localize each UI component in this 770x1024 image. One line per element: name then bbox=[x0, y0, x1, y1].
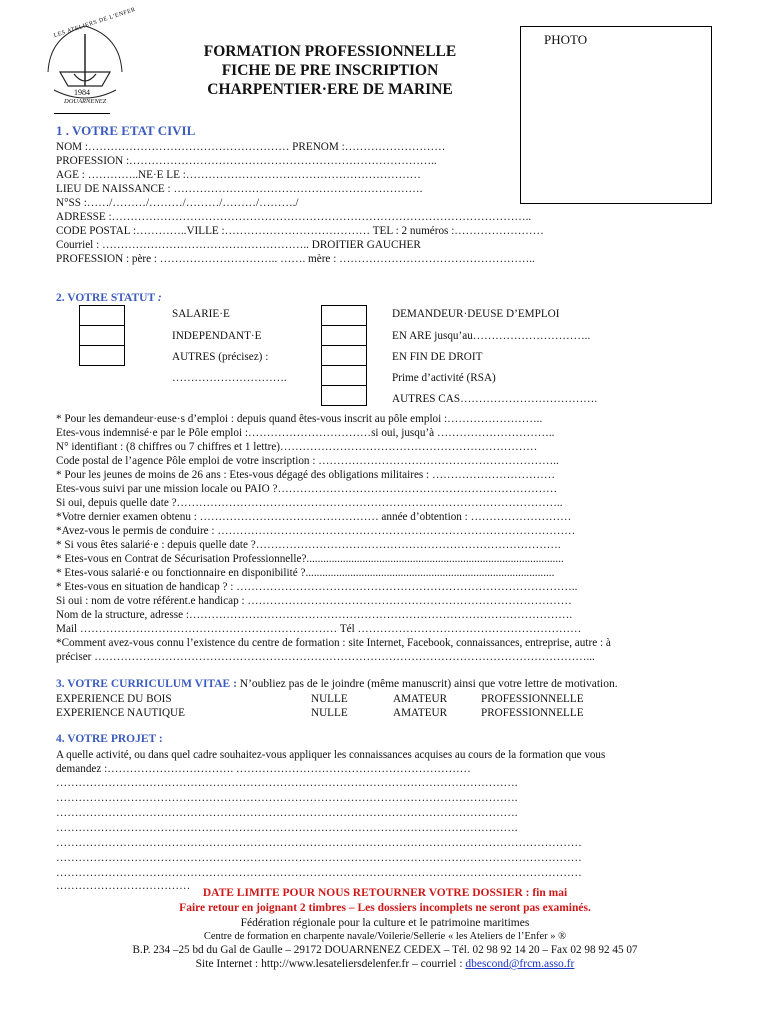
address-line: B.P. 234 –25 bd du Gal de Gaulle – 29172 DOUARNENEZ CEDEX – Tél. 02 98 92 14 20 – Fax 02 98 92 45 07 bbox=[132, 944, 638, 956]
experience-nautique-nulle[interactable]: NULLE bbox=[311, 707, 348, 719]
checkbox-rsa[interactable] bbox=[321, 365, 367, 386]
field-lieu-naissance[interactable]: LIEU DE NAISSANCE : …………………………………………………………. bbox=[56, 183, 423, 195]
experience-bois-nulle[interactable]: NULLE bbox=[311, 693, 348, 705]
statut-autres-field[interactable]: …………………………. bbox=[172, 372, 287, 384]
checkbox-salarie[interactable] bbox=[79, 305, 125, 326]
statut-autres-label: AUTRES (précisez) : bbox=[172, 351, 269, 363]
logo-underline bbox=[54, 113, 110, 114]
question-referent-handicap[interactable]: Si oui : nom de votre référent.e handicap : …………………………………………………………………………… bbox=[56, 595, 572, 607]
site-internet-text: Site Internet : http://www.lesateliersdelenfer.fr – courriel : bbox=[195, 958, 466, 970]
statut-fin-droit-label: EN FIN DE DROIT bbox=[392, 351, 483, 363]
field-profession-parents[interactable]: PROFESSION : père : ………………………….. ……. mère : …………………………………………….. bbox=[56, 253, 535, 265]
question-permis[interactable]: *Avez-vous le permis de conduire : …………………………………………………………………………………… bbox=[56, 525, 576, 537]
question-identifiant[interactable]: N° identifiant : (8 chiffres ou 7 chiffres et 1 lettre)…………………………………………………………… bbox=[56, 441, 538, 453]
title-line-1: FORMATION PROFESSIONNELLE bbox=[203, 43, 457, 60]
statut-rsa-label: Prime d’activité (RSA) bbox=[392, 372, 496, 384]
question-inscription-pole-emploi[interactable]: * Pour les demandeur·euse·s d’emploi : depuis quand êtes-vous inscrit au pôle emploi :…………………….. bbox=[56, 413, 543, 425]
statut-autres-cas-label[interactable]: AUTRES CAS………………………………. bbox=[392, 393, 598, 405]
question-csp[interactable]: * Etes-vous en Contrat de Sécurisation Professionnelle?............................................................................................ bbox=[56, 553, 564, 565]
question-code-postal-agence[interactable]: Code postal de l’agence Pôle emploi de votre inscription : ……………………………………………………….. bbox=[56, 455, 559, 467]
section-etat-civil-title: 1 . VOTRE ETAT CIVIL bbox=[56, 123, 196, 138]
title-line-2: FICHE DE PRE INSCRIPTION bbox=[221, 62, 439, 79]
question-salarie-date[interactable]: * Si vous êtes salarié·e : depuis quelle date ?………………………………………………………………………. bbox=[56, 539, 561, 551]
question-handicap[interactable]: * Etes-vous en situation de handicap ? : ……………………………………………………………………………….. bbox=[56, 581, 578, 593]
logo bbox=[40, 6, 137, 110]
logo-text-bottom: DOUARNENEZ bbox=[64, 98, 107, 105]
checkbox-fin-droit[interactable] bbox=[321, 345, 367, 366]
logo-year: 1984 bbox=[74, 88, 90, 97]
question-disponibilite[interactable]: * Etes-vous salarié·e ou fonctionnaire en disponibilité ?......................................................................................... bbox=[56, 567, 555, 579]
projet-answer-line[interactable]: ……………………………………………………………………………………………………………. bbox=[56, 792, 518, 804]
projet-question-line2[interactable]: demandez :……………………………. ……………………………………………………… bbox=[56, 763, 471, 775]
projet-answer-line[interactable]: …………………………………………………………………………………………………………………………… bbox=[56, 852, 582, 864]
checkbox-demandeur-emploi[interactable] bbox=[321, 305, 367, 326]
question-dernier-examen[interactable]: *Votre dernier examen obtenu : ………………………………………… année d’obtention : ……………………… bbox=[56, 511, 572, 523]
section-statut-title-text: 2. VOTRE STATUT bbox=[56, 292, 155, 304]
section-statut-title bbox=[56, 292, 162, 304]
checkbox-independant[interactable] bbox=[79, 325, 125, 346]
contact-line bbox=[0, 958, 770, 970]
projet-answer-line[interactable]: ……………………………… bbox=[56, 880, 191, 892]
centre-line: Centre de formation en charpente navale/Voilerie/Sellerie « les Ateliers de l’Enfer » ® bbox=[203, 931, 567, 942]
field-profession[interactable]: PROFESSION :……………………………………………………………………….. bbox=[56, 155, 437, 167]
field-age-naissance[interactable]: AGE : …………..NE·E LE :……………………………………………………… bbox=[56, 169, 421, 181]
statut-independant-label: INDEPENDANT·E bbox=[172, 330, 262, 342]
experience-bois-professionnelle[interactable]: PROFESSIONNELLE bbox=[481, 693, 584, 705]
question-mail-tel[interactable]: Mail …………………………………………………………… Tél …………………………………………………… bbox=[56, 623, 582, 635]
experience-bois-label: EXPERIENCE DU BOIS bbox=[56, 693, 172, 705]
title-line-3: CHARPENTIER·ERE DE MARINE bbox=[207, 81, 453, 98]
statut-demandeur-label: DEMANDEUR·DEUSE D’EMPLOI bbox=[392, 308, 560, 320]
logo-text-top: LES ATELIERS DE L'ENFER bbox=[53, 6, 137, 40]
photo-label: PHOTO bbox=[544, 32, 588, 47]
projet-answer-line[interactable]: ……………………………………………………………………………………………………………. bbox=[56, 807, 518, 819]
statut-are-label[interactable]: EN ARE jusqu’au………………………….. bbox=[392, 330, 591, 342]
statut-salarie-label: SALARIE·E bbox=[172, 308, 230, 320]
question-depuis-date[interactable]: Si oui, depuis quelle date ?………………………………………………………………………………………….. bbox=[56, 497, 563, 509]
deadline-notice: DATE LIMITE POUR NOUS RETOURNER VOTRE DOSSIER : fin mai bbox=[202, 887, 568, 899]
field-adresse[interactable]: ADRESSE :………………………………………………………………………………………………….. bbox=[56, 211, 532, 223]
question-structure-adresse[interactable]: Nom de la structure, adresse :…………………………………………………………………………………………. bbox=[56, 609, 573, 621]
checkbox-are[interactable] bbox=[321, 325, 367, 346]
field-courriel-lateralite[interactable]: Courriel : ……………………………………………….. DROITIER GAUCHER bbox=[56, 239, 421, 251]
experience-nautique-professionnelle[interactable]: PROFESSIONNELLE bbox=[481, 707, 584, 719]
field-nss[interactable]: N°SS :……/………/………/………/………/………./ bbox=[56, 197, 299, 209]
projet-answer-line[interactable]: …………………………………………………………………………………………………………………………… bbox=[56, 837, 582, 849]
section-cv-title bbox=[56, 678, 618, 690]
section-projet-title: 4. VOTRE PROJET : bbox=[56, 733, 163, 745]
question-connaissance-centre[interactable]: *Comment avez-vous connu l’existence du centre de formation : site Internet, Facebook, connaissances, entreprise, autre : à bbox=[56, 637, 611, 649]
section-statut-title-colon: : bbox=[157, 292, 162, 304]
checkbox-autres[interactable] bbox=[79, 345, 125, 366]
section-cv-title-text: 3. VOTRE CURRICULUM VITAE : bbox=[56, 678, 237, 690]
question-obligations-militaires[interactable]: * Pour les jeunes de moins de 26 ans : Etes-vous dégagé des obligations militaires : …………………………… bbox=[56, 469, 556, 481]
field-cp-ville-tel[interactable]: CODE POSTAL :…………..VILLE :………………………………… TEL : 2 numéros :…………………… bbox=[56, 225, 544, 237]
email-link[interactable]: dbescond@frcm.asso.fr bbox=[465, 958, 575, 970]
question-indemnise[interactable]: Etes-vous indemnisé·e par le Pôle emploi :……………………………si oui, jusqu’à ………………………….. bbox=[56, 427, 555, 439]
question-mission-locale[interactable]: Etes-vous suivi par une mission locale ou PAIO ?………………………………………………………………… bbox=[56, 483, 558, 495]
federation-line: Fédération régionale pour la culture et le patrimoine maritimes bbox=[240, 917, 530, 929]
checkbox-autres-cas[interactable] bbox=[321, 385, 367, 406]
experience-nautique-label: EXPERIENCE NAUTIQUE bbox=[56, 707, 185, 719]
section-cv-note: N’oubliez pas de le joindre (même manuscrit) ainsi que votre lettre de motivation. bbox=[236, 678, 618, 690]
projet-question-line1: A quelle activité, ou dans quel cadre souhaitez-vous appliquer les connaissances acquises au cours de la formation que vous bbox=[56, 749, 606, 761]
field-nom-prenom[interactable]: NOM :……………………………………………… PRENOM :……………………… bbox=[56, 141, 446, 153]
page-title bbox=[150, 42, 510, 99]
experience-nautique-amateur[interactable]: AMATEUR bbox=[393, 707, 448, 719]
question-preciser[interactable]: préciser ……………………………………………………………………………………………………………………... bbox=[56, 651, 595, 663]
projet-answer-line[interactable]: ……………………………………………………………………………………………………………. bbox=[56, 777, 518, 789]
projet-answer-line[interactable]: ……………………………………………………………………………………………………………. bbox=[56, 822, 518, 834]
experience-bois-amateur[interactable]: AMATEUR bbox=[393, 693, 448, 705]
stamps-notice: Faire retour en joignant 2 timbres – Les dossiers incomplets ne seront pas examinés. bbox=[179, 902, 591, 914]
projet-answer-line[interactable]: …………………………………………………………………………………………………………………………… bbox=[56, 867, 582, 879]
photo-box[interactable] bbox=[520, 26, 712, 204]
